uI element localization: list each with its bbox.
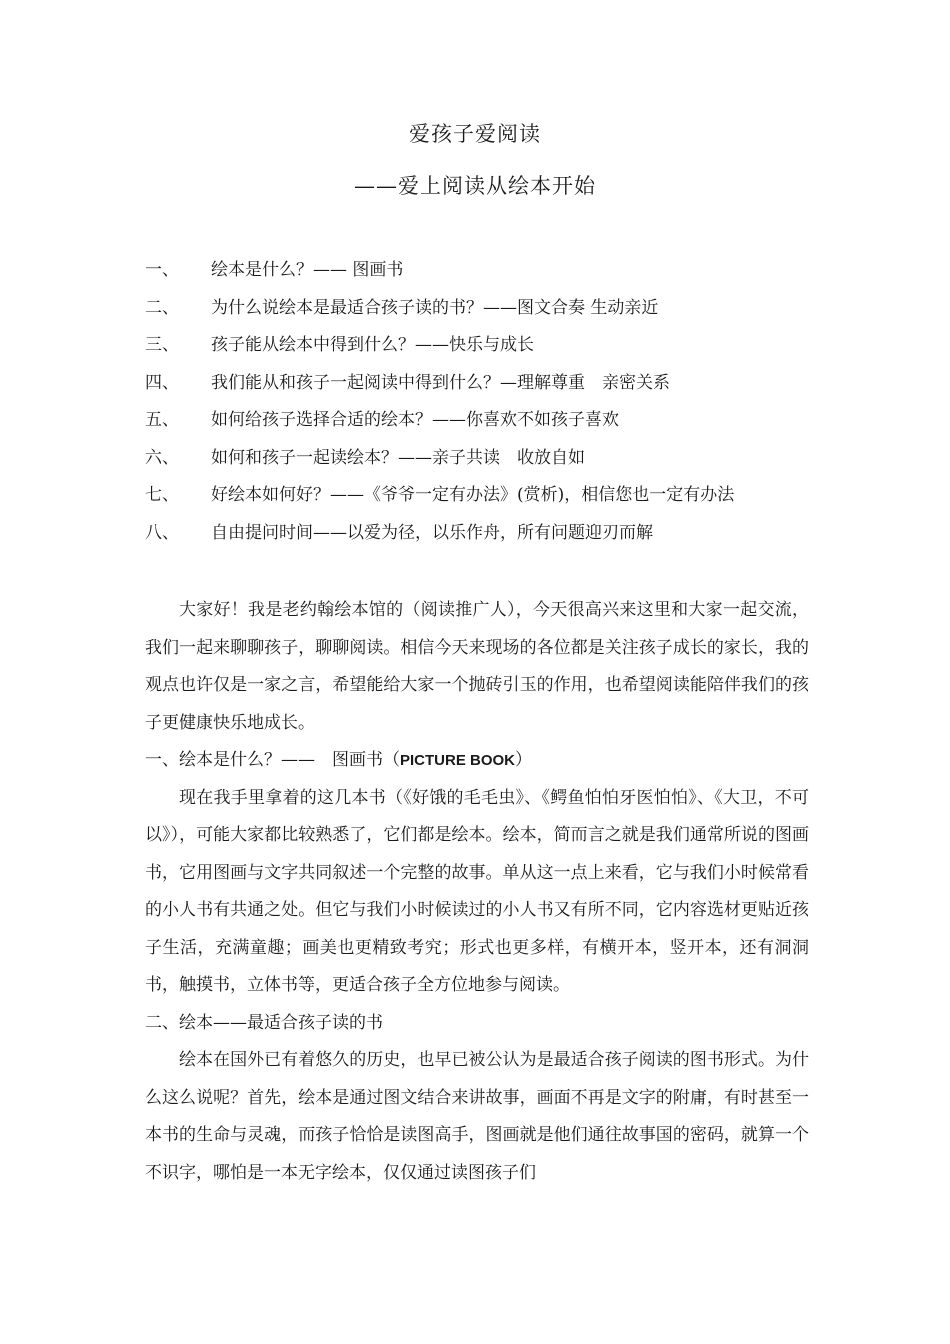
toc-item [145, 257, 825, 295]
toc-number: 三、 [145, 335, 179, 355]
toc-item [145, 520, 825, 558]
toc-text: 我们能从和孩子一起阅读中得到什么？—理解尊重 亲密关系 [211, 372, 670, 393]
intro-paragraph: 大家好！我是老约翰绘本馆的（阅读推广人），今天很高兴来这里和大家一起交流，我们一起来聊聊孩子，聊聊阅读。相信今天来现场的各位都是关注孩子成长的家长，我的观点也许仅是一家之言，希望能给大家一个抛砖引玉的作用，也希望阅读能陪伴我们的孩子更健康快乐地成长。 [145, 600, 809, 733]
section-heading-english: PICTURE BOOK [400, 752, 516, 769]
toc-text: 为什么说绘本是最适合孩子读的书？——图文合奏 生动亲近 [211, 297, 659, 318]
section-1-paragraph: 现在我手里拿着的这几本书（《好饿的毛毛虫》、《鳄鱼怕怕牙医怕怕》、《大卫，不可以》），可能大家都比较熟悉了，它们都是绘本。绘本，简而言之就是我们通常所说的图画书，它用图画与文字共同叙述一个完整的故事。单从这一点上来看，它与我们小时候常看的小人书有共通之处。但它与我们小时候读过的小人书又有所不同，它内容选材更贴近孩子生活，充满童趣；画美也更精致考究；形式也更多样，有横开本，竖开本，还有洞洞书，触摸书，立体书等，更适合孩子全方位地参与阅读。 [145, 787, 809, 995]
toc-text: 孩子能从绘本中得到什么？——快乐与成长 [211, 335, 534, 355]
table-of-contents [145, 257, 825, 557]
toc-text: 绘本是什么？—— 图画书 [211, 260, 404, 280]
section-2-paragraph: 绘本在国外已有着悠久的历史，也早已被公认为是最适合孩子阅读的图书形式。为什么这么说呢？首先，绘本是通过图文结合来讲故事，画面不再是文字的附庸，有时甚至一本书的生命与灵魂，而孩子恰恰是读图高手，图画就是他们通往故事国的密码，就算一个不识字，哪怕是一本无字绘本，仅仅通过读图孩子们 [145, 1050, 809, 1183]
section-heading-2: 二、绘本——最适合孩子读的书 [145, 1012, 383, 1033]
section-heading-close: ） [515, 750, 533, 770]
toc-number: 一、 [145, 260, 179, 280]
toc-text: 好绘本如何好？——《爷爷一定有办法》(赏析)，相信您也一定有办法 [211, 485, 735, 505]
toc-item [145, 482, 825, 520]
toc-number: 五、 [145, 410, 179, 430]
section-heading-1 [145, 742, 809, 780]
section-heading-text: 一、绘本是什么？—— 图画书（ [145, 750, 400, 770]
toc-text: 如何给孩子选择合适的绘本？——你喜欢不如孩子喜欢 [211, 410, 619, 430]
document-body [145, 592, 809, 1192]
toc-item [145, 407, 825, 445]
toc-item [145, 370, 825, 408]
toc-item [145, 445, 825, 483]
toc-number: 二、 [145, 297, 179, 318]
toc-number: 七、 [145, 485, 179, 505]
toc-text: 如何和孩子一起读绘本？——亲子共读 收放自如 [211, 447, 585, 468]
toc-text: 自由提问时间——以爱为径，以乐作舟，所有问题迎刃而解 [211, 522, 653, 543]
document-subtitle: ——爱上阅读从绘本开始 [354, 174, 596, 198]
document-title: 爱孩子爱阅读 [409, 122, 541, 146]
toc-item [145, 332, 825, 370]
toc-number: 八、 [145, 522, 179, 543]
toc-number: 四、 [145, 372, 179, 393]
toc-item [145, 295, 825, 333]
toc-number: 六、 [145, 447, 179, 468]
